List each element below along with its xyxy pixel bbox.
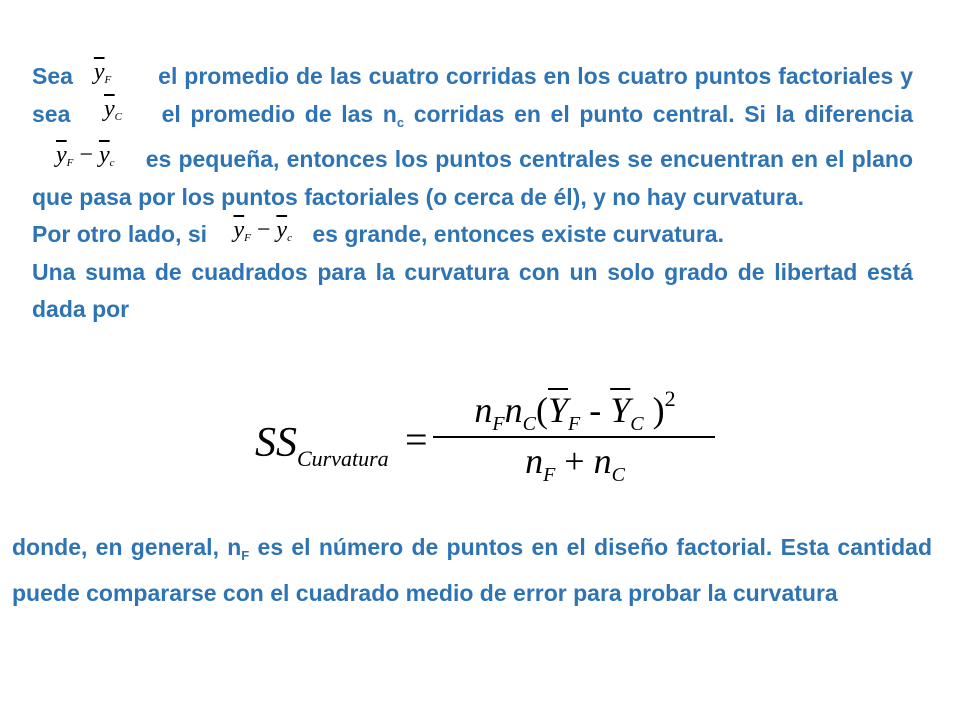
fraction-bar [433, 436, 715, 438]
text-promedio-nc: el promedio de las n [161, 100, 397, 127]
ss-curvature-formula [255, 380, 715, 490]
closing-paragraph [12, 529, 932, 612]
text-promedio-factorial: el promedio de las cuatro corridas en los cuatro puntos factoriales y sea [32, 63, 913, 127]
symbol-difference-1: $\overline{y}_F - \overline{y}_c$ [56, 141, 115, 169]
text-grande: es grande, entonces existe curvatura. [312, 221, 724, 247]
text-suma-cuadrados: Una suma de cuadrados para la curvatura con un solo grado de libertad está dada por [32, 258, 913, 322]
formula-lhs: $SS_{Curvatura}$ [255, 420, 389, 471]
text-corridas-central: corridas en el punto central. Si la diferencia [413, 100, 913, 127]
text-por-otro-lado: Por otro lado, si [32, 221, 208, 247]
text-numero-puntos: es el número de puntos en el diseño factorial. Esta cantidad puede compararse con el cuadrado medio de error para probar la curvatura [12, 534, 932, 606]
intro-paragraph [32, 58, 913, 329]
text-nc-sub: c [396, 114, 405, 130]
text-nf-sub: F [241, 548, 250, 563]
formula-equals: = [405, 417, 428, 462]
symbol-y-bar-F: $\overline{y}_F$ [93, 58, 112, 86]
formula-denominator: $n_F + n_C$ [525, 441, 625, 486]
symbol-y-bar-C: $\overline{y}_C$ [103, 96, 122, 124]
symbol-difference-2: $\overline{y}_F - \overline{y}_c$ [233, 216, 292, 244]
text-sea: Sea [32, 63, 73, 89]
text-pequena: es pequeña, entonces los puntos centrales se encuentran en el plano que pasa por los puntos factoriales (o cerca de él), y no hay curvatura. [32, 146, 913, 210]
text-donde: donde, en general, n [12, 534, 242, 560]
formula-numerator: $n_Fn_C(\overline{Y}_F - \overline{Y}_C$ )$^2$ [474, 386, 676, 435]
